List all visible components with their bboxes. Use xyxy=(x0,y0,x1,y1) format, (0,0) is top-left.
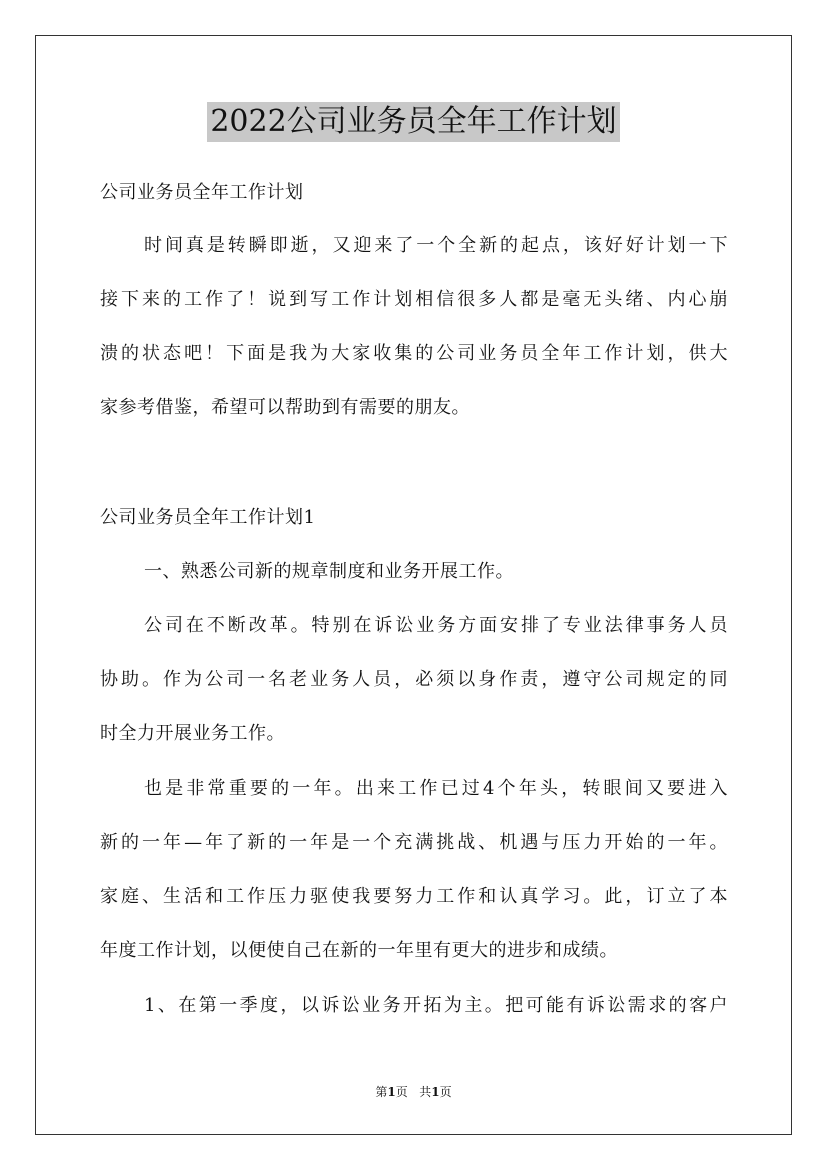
total-pages: 1 xyxy=(431,1085,440,1099)
paragraph-line: 时全力开展业务工作。 xyxy=(100,723,285,744)
section-heading: 公司业务员全年工作计划1 xyxy=(100,507,316,528)
footer-label: 页 xyxy=(439,1085,452,1099)
paragraph-line: 一、熟悉公司新的规章制度和业务开展工作。 xyxy=(144,561,514,582)
paragraph-line: 也是非常重要的一年。出来工作已过4个年头，转眼间又要进入 xyxy=(144,778,728,799)
paragraph-line: 协助。作为公司一名老业务人员，必须以身作责，遵守公司规定的同 xyxy=(100,669,728,690)
footer-label: 页 共 xyxy=(395,1085,432,1099)
subtitle: 公司业务员全年工作计划 xyxy=(100,182,304,203)
paragraph-line: 年度工作计划，以便使自己在新的一年里有更大的进步和成绩。 xyxy=(100,940,618,961)
paragraph-line: 时间真是转瞬即逝，又迎来了一个全新的起点，该好好计划一下 xyxy=(144,235,728,256)
paragraph-line: 新的一年—年了新的一年是一个充满挑战、机遇与压力开始的一年。 xyxy=(100,832,728,853)
paragraph-line: 公司在不断改革。特别在诉讼业务方面安排了专业法律事务人员 xyxy=(144,615,728,636)
paragraph-line: 1、在第一季度，以诉讼业务开拓为主。把可能有诉讼需求的客户 xyxy=(144,995,728,1016)
paragraph-line: 溃的状态吧！下面是我为大家收集的公司业务员全年工作计划，供大 xyxy=(100,343,728,364)
paragraph-line: 接下来的工作了！说到写工作计划相信很多人都是毫无头绪、内心崩 xyxy=(100,289,728,310)
page-footer xyxy=(0,1084,827,1100)
document-title: 2022公司业务员全年工作计划 xyxy=(207,102,619,142)
title-container xyxy=(0,102,827,142)
paragraph-line: 家参考借鉴，希望可以帮助到有需要的朋友。 xyxy=(100,397,470,418)
footer-label: 第 xyxy=(375,1085,388,1099)
page-number: 1 xyxy=(387,1085,396,1099)
paragraph-line: 家庭、生活和工作压力驱使我要努力工作和认真学习。此，订立了本 xyxy=(100,886,728,907)
